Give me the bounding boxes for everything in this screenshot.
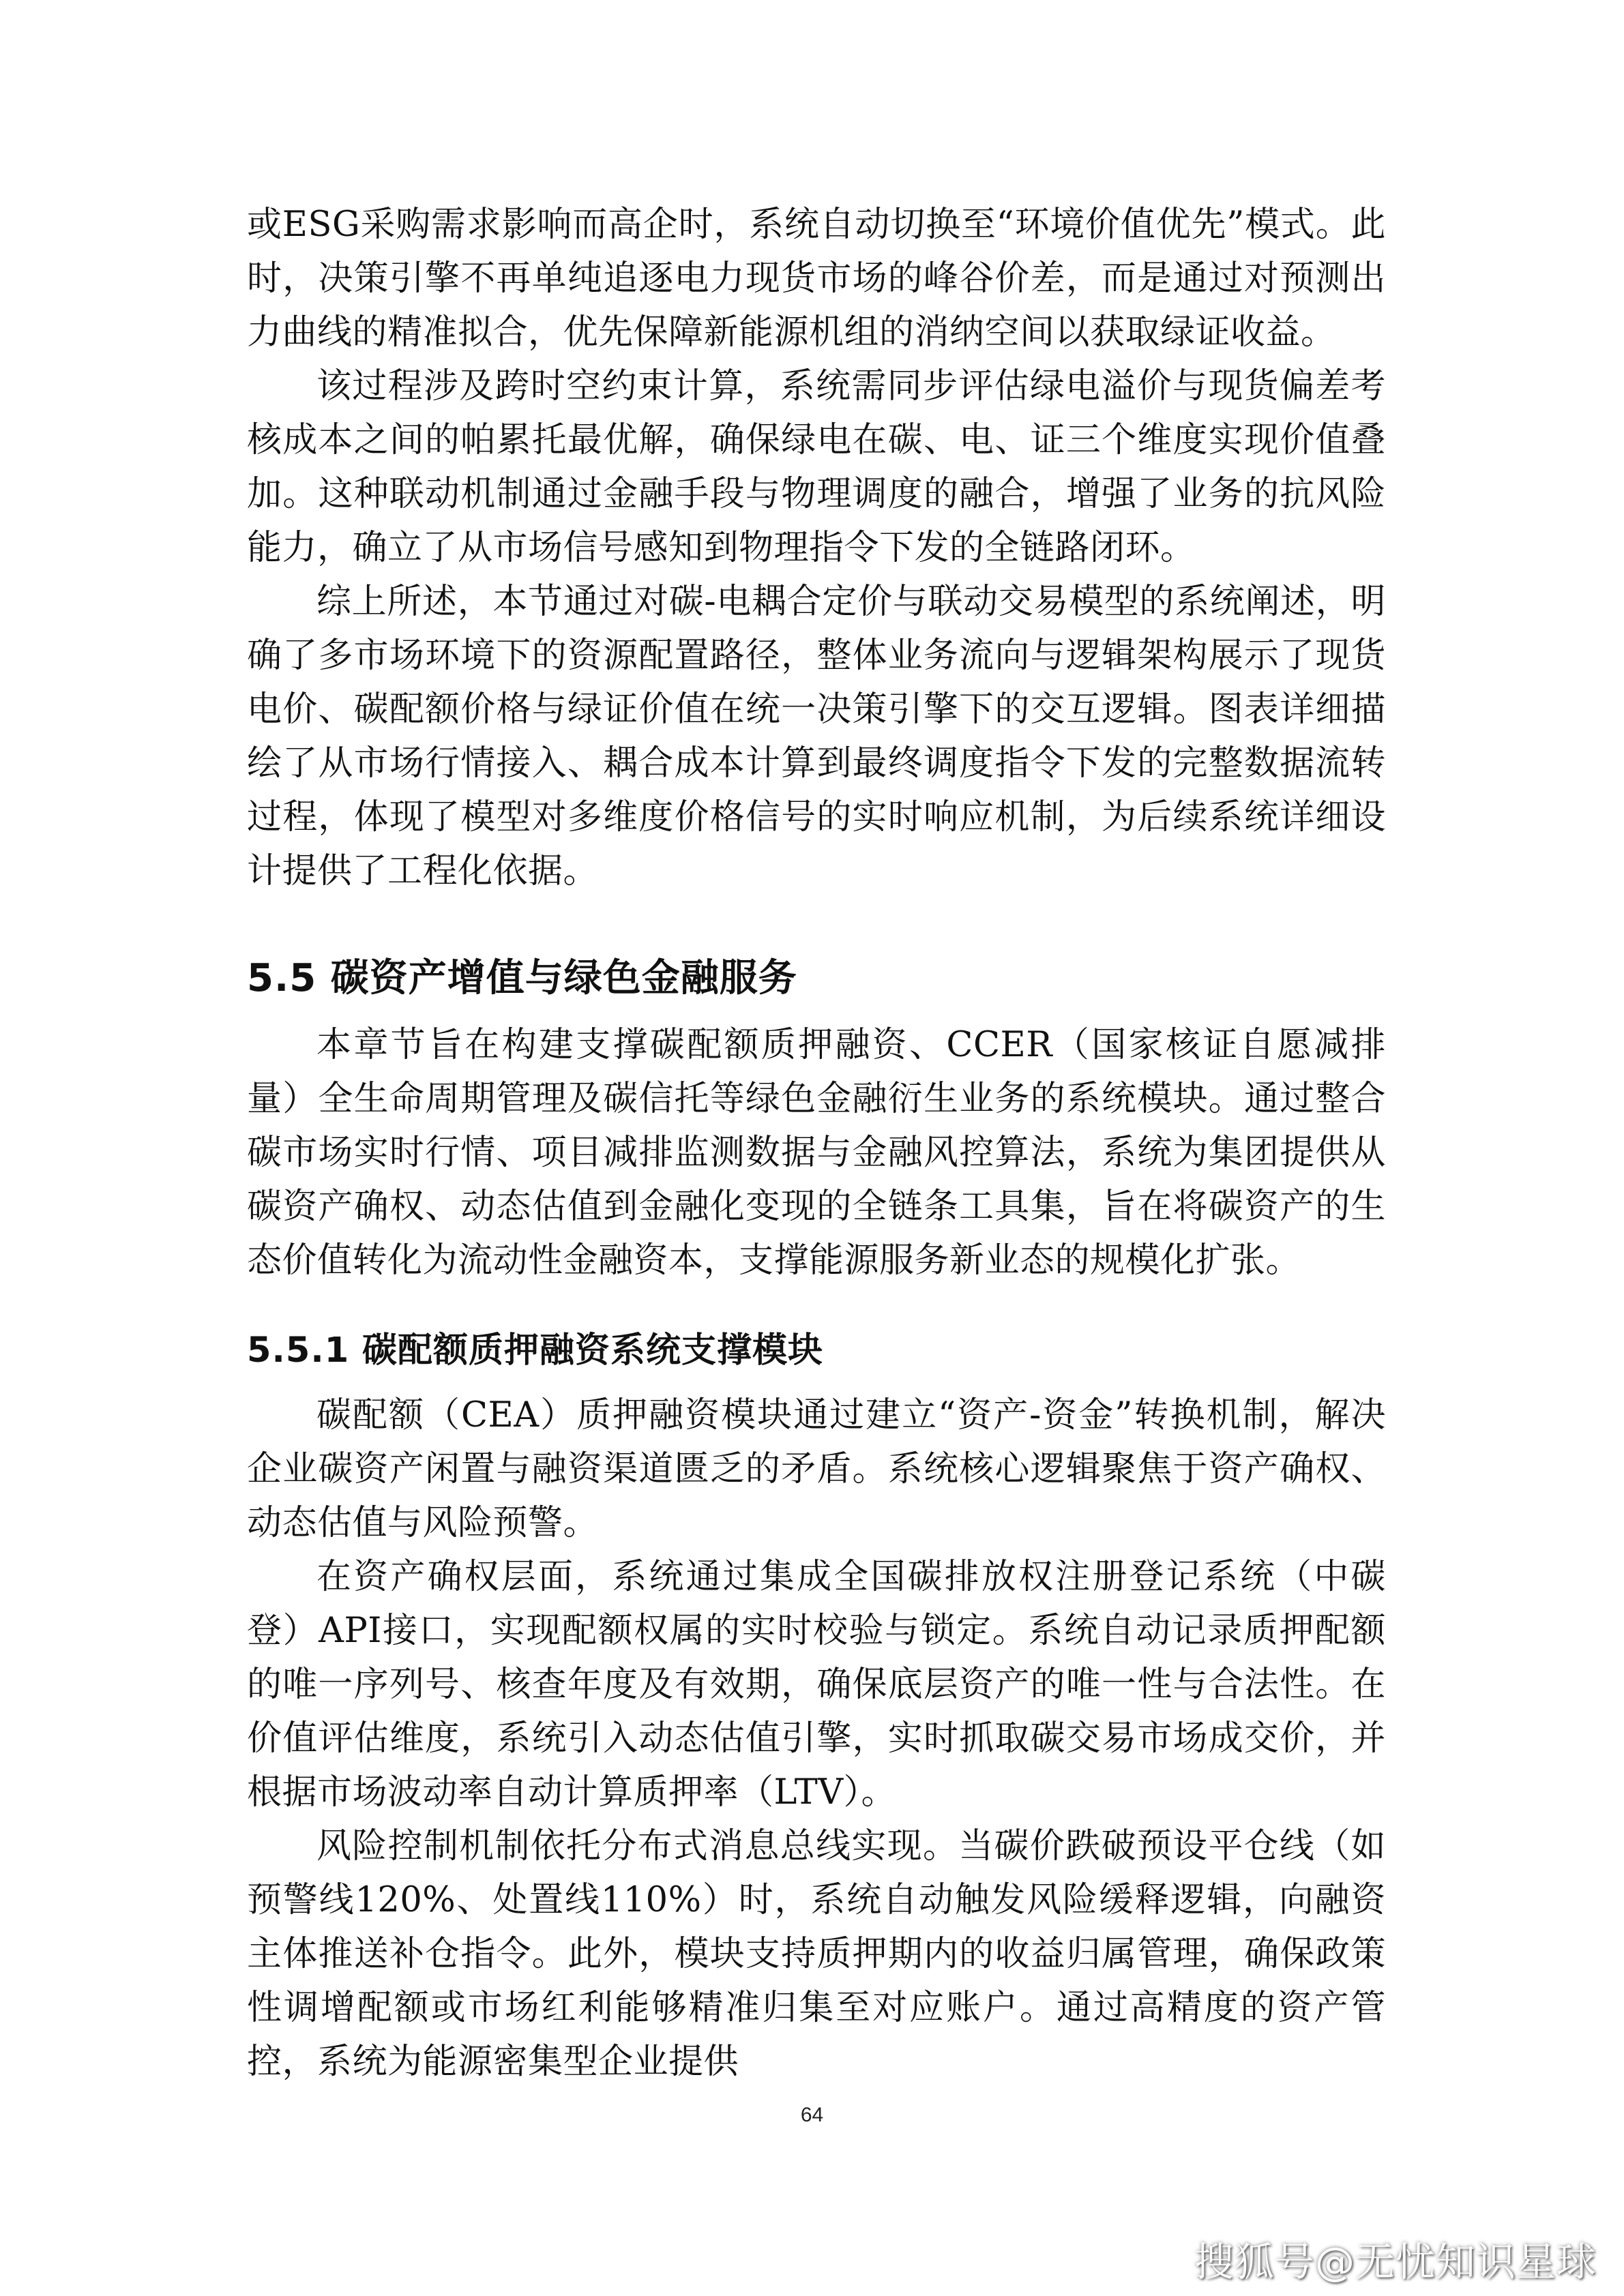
body-paragraph: 在资产确权层面，系统通过集成全国碳排放权注册登记系统（中碳登）API接口，实现配额权属的实时校验与锁定。系统自动记录质押配额的唯一序列号、核查年度及有效期，确保底层资产的唯一性与合法性。在价值评估维度，系统引入动态估值引擎，实时抓取碳交易市场成交价，并根据市场波动率自动计算质押率（LTV）。 bbox=[247, 1557, 1386, 1813]
subsection-heading: 5.5.1 碳配额质押融资系统支撑模块 bbox=[247, 1330, 823, 1371]
watermark: 搜狐号@无忧知识星球 bbox=[1194, 2239, 1597, 2285]
body-paragraph: 综上所述，本节通过对碳-电耦合定价与联动交易模型的系统阐述，明确了多市场环境下的资源配置路径，整体业务流向与逻辑架构展示了现货电价、碳配额价格与绿证价值在统一决策引擎下的交互逻辑。图表详细描绘了从市场行情接入、耦合成本计算到最终调度指令下发的完整数据流转过程，体现了模型对多维度价格信号的实时响应机制，为后续系统详细设计提供了工程化依据。 bbox=[247, 582, 1386, 891]
body-paragraph: 或ESG采购需求影响而高企时，系统自动切换至“环境价值优先”模式。此时，决策引擎不再单纯追逐电力现货市场的峰谷价差，而是通过对预测出力曲线的精准拟合，优先保障新能源机组的消纳空间以获取绿证收益。 bbox=[247, 205, 1386, 353]
section-intro-paragraph: 本章节旨在构建支撑碳配额质押融资、CCER（国家核证自愿减排量）全生命周期管理及碳信托等绿色金融衍生业务的系统模块。通过整合碳市场实时行情、项目减排监测数据与金融风控算法，系统为集团提供从碳资产确权、动态估值到金融化变现的全链条工具集，旨在将碳资产的生态价值转化为流动性金融资本，支撑能源服务新业态的规模化扩张。 bbox=[247, 1025, 1386, 1281]
page-content bbox=[247, 198, 1386, 2089]
body-paragraph: 碳配额（CEA）质押融资模块通过建立“资产-资金”转换机制，解决企业碳资产闲置与融资渠道匮乏的矛盾。系统核心逻辑聚焦于资产确权、动态估值与风险预警。 bbox=[247, 1395, 1386, 1543]
section-heading: 5.5 碳资产增值与绿色金融服务 bbox=[247, 956, 797, 1000]
body-paragraph: 风险控制机制依托分布式消息总线实现。当碳价跌破预设平仓线（如预警线120%、处置线110%）时，系统自动触发风险缓释逻辑，向融资主体推送补仓指令。此外，模块支持质押期内的收益归属管理，确保政策性调增配额或市场红利能够精准归集至对应账户。通过高精度的资产管控，系统为能源密集型企业提供 bbox=[247, 1826, 1386, 2082]
page-number: 64 bbox=[800, 2104, 824, 2126]
body-paragraph: 该过程涉及跨时空约束计算，系统需同步评估绿电溢价与现货偏差考核成本之间的帕累托最优解，确保绿电在碳、电、证三个维度实现价值叠加。这种联动机制通过金融手段与物理调度的融合，增强了业务的抗风险能力，确立了从市场信号感知到物理指令下发的全链路闭环。 bbox=[247, 366, 1386, 568]
